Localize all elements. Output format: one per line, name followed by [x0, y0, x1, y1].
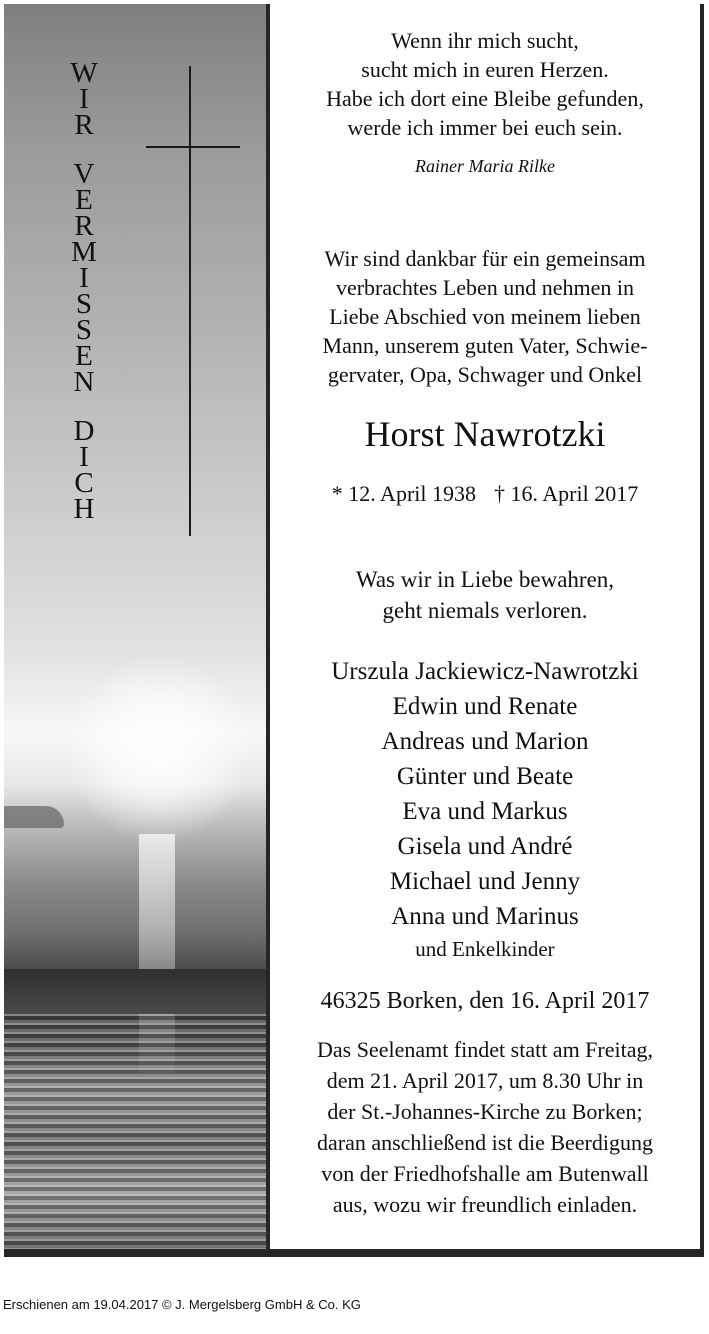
cross-icon-bar — [146, 146, 240, 148]
family-member: Günter und Beate — [396, 763, 574, 790]
family-member: Michael und Jenny — [389, 868, 581, 895]
life-dates — [270, 480, 700, 508]
death-date: † 16. April 2017 — [494, 481, 639, 506]
family-member: Urszula Jackiewicz-Nawrotzki — [331, 658, 639, 685]
distant-land — [4, 806, 64, 828]
obituary-text-panel — [270, 4, 700, 1249]
service-info: Das Seelenamt findet statt am Freitag, dem 21. April 2017, um 8.30 Uhr in der St.-Johannes-Kirche zu Borken; daran anschließend ist die Beerdigung von der Friedhofshalle am Butenwall aus, wozu wir freundlich einladen. — [316, 1037, 653, 1217]
grandchildren: und Enkelkinder — [415, 937, 555, 961]
intro-text: Wir sind dankbar für ein gemeinsam verbrachtes Leben und nehmen in Liebe Abschied von meinem lieben Mann, unserem guten Vater, Schwie- gervater, Opa, Schwager und Onkel — [322, 246, 648, 387]
vertical-word-wir: W I R — [70, 57, 98, 141]
birth-date: * 12. April 1938 — [331, 481, 476, 506]
family-member: Eva und Markus — [402, 798, 568, 825]
deceased-name: Horst Nawrotzki — [364, 414, 606, 454]
vertical-motto — [52, 57, 116, 545]
poem-author: Rainer Maria Rilke — [415, 156, 555, 176]
vertical-word-vermissen: V E R M I S S E N — [71, 158, 97, 398]
motto: Was wir in Liebe bewahren, geht niemals verloren. — [355, 567, 615, 623]
vertical-word-dich: D I C H — [73, 415, 95, 525]
family-member: Gisela und André — [397, 833, 573, 860]
family-member: Anna und Marinus — [391, 903, 579, 930]
family-list — [270, 654, 700, 964]
sea-waves — [4, 1014, 266, 1249]
poem: Wenn ihr mich sucht, sucht mich in euren Herzen. Habe ich dort eine Bleibe gefunden, werde ich immer bei euch sein. — [326, 28, 644, 140]
sunset-image — [4, 4, 266, 1249]
shore-band — [4, 969, 266, 1014]
family-member: Andreas und Marion — [381, 728, 589, 755]
sun-glow — [64, 654, 254, 844]
family-member: Edwin und Renate — [392, 693, 578, 720]
publication-footer: Erschienen am 19.04.2017 © J. Mergelsberg GmbH & Co. KG — [3, 1297, 361, 1312]
place-date: 46325 Borken, den 16. April 2017 — [320, 988, 650, 1014]
cross-icon — [189, 66, 191, 536]
